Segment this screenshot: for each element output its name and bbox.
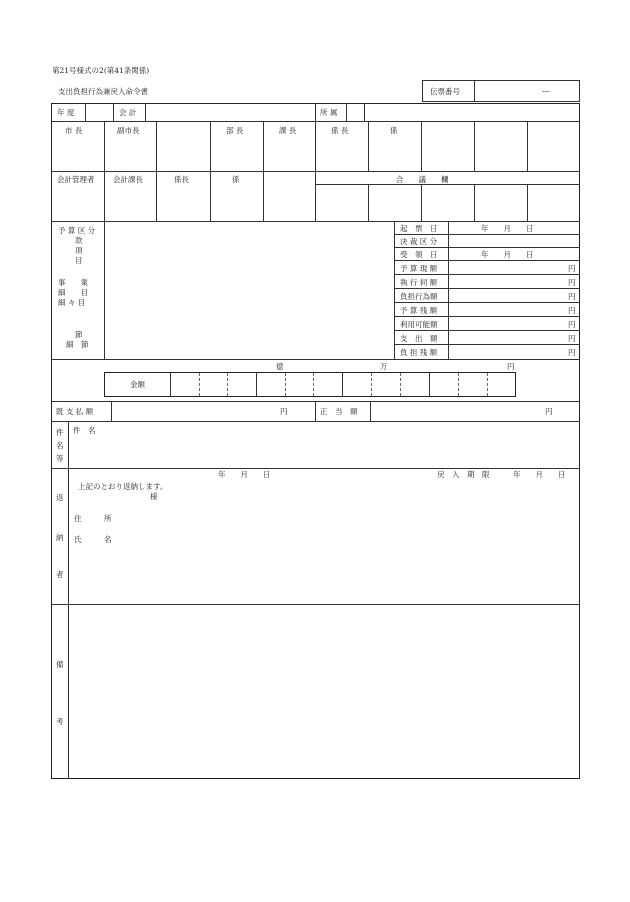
shishutsu-label: 支 出 額 [400, 334, 438, 343]
kishiharai-unit[interactable]: 円 [280, 407, 288, 416]
juusho-field[interactable] [140, 511, 440, 525]
form-title: 支出負担行為兼戻入命令書 [58, 87, 148, 96]
yosan-gengaku-label: 予 算 現 額 [400, 264, 438, 273]
modoshi-kigen-date[interactable]: 年 月 日 [513, 470, 566, 479]
kessai-kubun-value[interactable] [449, 235, 579, 246]
setsu-label: 節 [75, 330, 83, 339]
henno-side-1: 返 [56, 493, 64, 502]
kenmei-field[interactable] [69, 437, 579, 467]
kihyoubi-value[interactable]: 年 月 日 [481, 224, 534, 233]
shozoku-field[interactable] [365, 104, 579, 120]
shishutsu-value[interactable]: 円 [568, 334, 576, 343]
approver-acc-subsection-chief: 係長 [174, 175, 189, 184]
riyou-kanou-label: 利用可能額 [400, 320, 438, 329]
kingaku-label: 金額 [130, 380, 145, 389]
approver-director: 部 長 [226, 126, 244, 135]
shikkou-ukagai-label: 執 行 伺 額 [400, 278, 438, 287]
kaikei-field[interactable] [146, 104, 314, 120]
kenmei-side-2: 名 [56, 441, 64, 450]
amount-field[interactable] [171, 373, 515, 396]
biko-field[interactable] [69, 605, 579, 778]
riyou-kanou-value[interactable]: 円 [568, 320, 576, 329]
approver-accounting-manager: 会計管理者 [57, 175, 95, 184]
yosan-gengaku-value[interactable]: 円 [568, 264, 576, 273]
kou-label: 項 [75, 246, 83, 255]
futan-zangaku-value[interactable]: 円 [568, 348, 576, 357]
moku-label: 目 [75, 256, 83, 265]
budget-classification-field[interactable] [105, 222, 393, 358]
sama-label: 様 [150, 492, 158, 501]
henno-statement: 上記のとおり返納します。 [78, 482, 168, 491]
kenmei-side-3: 等 [56, 454, 64, 463]
approver-subsection-chief: 係 長 [331, 126, 349, 135]
futan-koui-value[interactable]: 円 [568, 292, 576, 301]
saisaimoku-label: 細 々 目 [58, 298, 86, 307]
yosan-kubun-label: 予 算 区 分 [58, 226, 96, 235]
en-unit: 円 [507, 362, 515, 371]
kan-label: 款 [75, 236, 83, 245]
henno-side-2: 納 [56, 533, 64, 542]
approver-acc-staff: 係 [232, 175, 240, 184]
shikkou-ukagai-value[interactable]: 円 [568, 278, 576, 287]
jigyou-label: 事 業 [58, 278, 88, 287]
yosan-zangaku-label: 予 算 残 額 [400, 306, 438, 315]
futan-koui-label: 負担行為額 [400, 292, 438, 301]
kessai-kubun-label: 決 裁 区 分 [400, 237, 438, 246]
saimoku-label: 細 目 [58, 288, 88, 297]
kaikei-label: 会 計 [119, 108, 137, 117]
form-reference: 第21号様式の2(第41条関係) [52, 66, 150, 75]
henno-side-3: 者 [56, 570, 64, 579]
approver-vice-mayor: 副市長 [117, 126, 140, 135]
juryoubi-value[interactable]: 年 月 日 [481, 250, 534, 259]
kihyoubi-label: 起 票 日 [400, 224, 438, 233]
nendo-label: 年 度 [57, 108, 75, 117]
shozoku-label: 所 属 [320, 108, 338, 117]
oku-unit: 億 [276, 362, 284, 371]
biko-side-2: 考 [56, 717, 64, 726]
yosan-zangaku-value[interactable]: 円 [568, 306, 576, 315]
juusho-label: 住 所 [74, 514, 112, 523]
approver-section-chief: 課 長 [279, 126, 297, 135]
nendo-field[interactable] [86, 104, 112, 120]
shimei-field[interactable] [140, 532, 440, 546]
biko-side-1: 備 [56, 660, 64, 669]
seitou-unit[interactable]: 円 [545, 407, 553, 416]
denpyo-number-field[interactable]: ― [542, 86, 550, 95]
kishiharai-label: 既 支 払 額 [56, 407, 94, 416]
kenmei-side-1: 件 [56, 428, 64, 437]
approver-accounting-chief: 会計課長 [113, 175, 143, 184]
gougi-label: 合 議 欄 [396, 175, 449, 184]
saisetsu-label: 細 節 [66, 340, 89, 349]
shimei-label: 氏 名 [74, 535, 112, 544]
henno-date[interactable]: 年 月 日 [218, 470, 271, 479]
kenmei-label: 件 名 [73, 426, 96, 435]
modoshi-kigen-label: 戻 入 期 限 [437, 470, 490, 479]
man-unit: 万 [380, 362, 388, 371]
seitou-label: 正 当 額 [320, 407, 358, 416]
futan-zangaku-label: 負 担 残 額 [400, 348, 438, 357]
juryoubi-label: 受 領 日 [400, 250, 438, 259]
approver-staff: 係 [390, 126, 398, 135]
approver-mayor: 市 長 [65, 126, 83, 135]
denpyo-label: 伝票番号 [430, 87, 460, 96]
